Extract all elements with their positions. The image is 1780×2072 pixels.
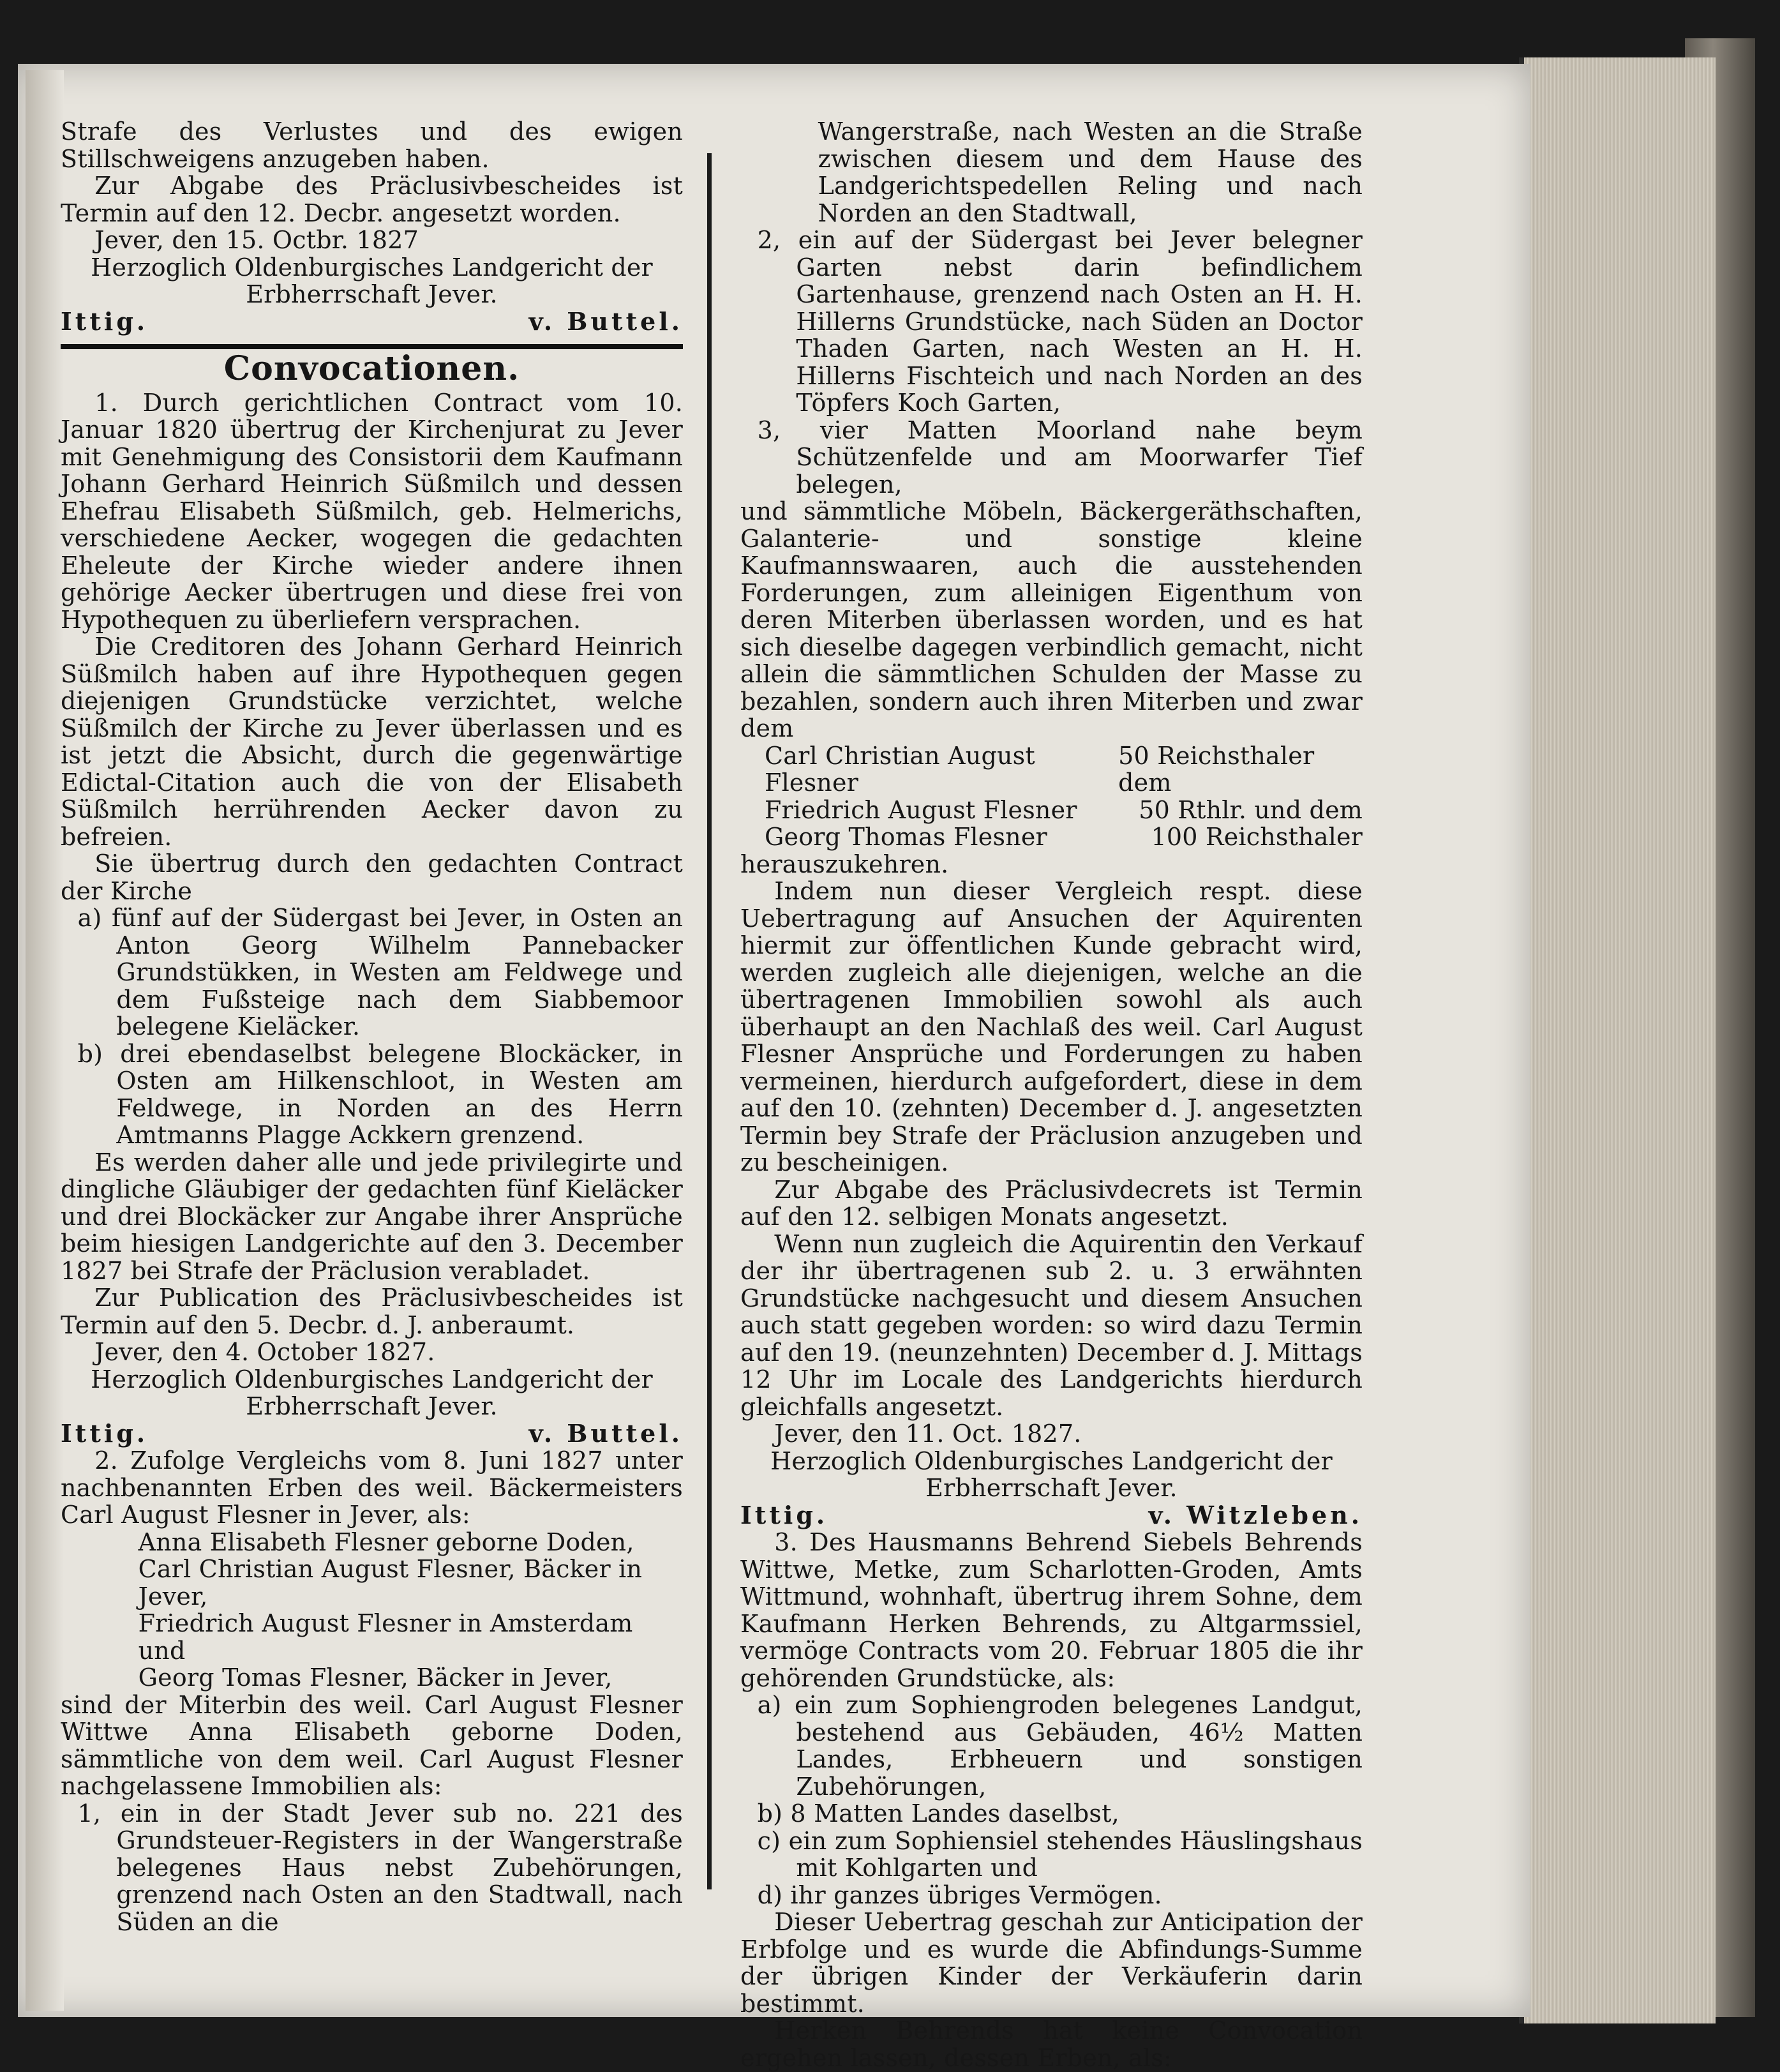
payee: Carl Christian August Flesner	[765, 741, 1035, 797]
signature-row	[61, 308, 683, 336]
paragraph: Wenn nun zugleich die Aquirentin den Verkauf der ihr übertragenen sub 2. u. 3 erwähnten Grundstücke nachgesucht und diesem Ansuchen auch statt gegeben worden: so wird dazu Termin auf den 19. (neunzehnten) December d. J. Mittags 12 Uhr im Locale des Landgerichts hierdurch gleichfalls angesetzt.	[740, 1229, 1363, 1421]
gutter-shadow	[26, 70, 64, 2011]
paragraph: Zur Publication des Präclusivbescheides ist Termin auf den 5. Decbr. d. J. anberaumt.	[61, 1284, 683, 1339]
paragraph: 2. Zufolge Vergleichs vom 8. Juni 1827 unter nachbenannten Erben des weil. Bäckermeisters Carl August Flesner in Jever, als:	[61, 1446, 683, 1529]
payment-row	[740, 742, 1363, 797]
payee: Friedrich August Flesner	[765, 795, 1077, 824]
column-divider	[707, 153, 712, 1889]
paragraph: sind der Miterbin des weil. Carl August Flesner Wittwe Anna Elisabeth geborne Doden, sämmtliche von dem weil. Carl August Flesner nachgelassene Immobilien als:	[61, 1690, 683, 1800]
heir-line: Anna Elisabeth Flesner geborne Doden,	[138, 1528, 634, 1556]
paragraph: herauszukehren.	[740, 850, 949, 878]
paragraph: 1. Durch gerichtlichen Contract vom 10. Januar 1820 übertrug der Kirchenjurat zu Jever mit Genehmigung des Consistorii dem Kaufmann Johann Gerhard Heinrich Süßmilch und dessen Ehefrau Elisabeth Süßmilch, geb. Helmerichs, verschiedene Aecker, wogegen die gedachten Eheleute der Kirche wieder andere ihnen gehörige Aecker übertrugen und diese frei von Hypothequen zu überliefern versprachen.	[61, 388, 683, 634]
list-item: 2, ein auf der Südergast bei Jever belegner Garten nebst darin befindlichem Gartenhause, grenzend nach Osten an H. H. Hillerns Grundstücke, nach Süden an Doctor Thaden Garten, nach Westen an H. H. Hillerns Fischteich und nach Norden an des Töpfers Koch Garten,	[757, 226, 1363, 417]
payment-row	[740, 797, 1363, 824]
signature: Ittig.	[61, 306, 149, 336]
date-line: Jever, den 4. October 1827.	[94, 1338, 435, 1366]
date-line: Jever, den 11. Oct. 1827.	[774, 1420, 1082, 1448]
paragraph: Es werden daher alle und jede privilegirte und dingliche Gläubiger der gedachten fünf Kieläcker und drei Blockäcker zur Angabe ihrer Ansprüche beim hiesigen Landgerichte auf den 3. December 1827 bei Strafe der Präclusion verabladet.	[61, 1148, 683, 1285]
court-line: Herzoglich Oldenburgisches Landgericht der Erbherrschaft Jever.	[91, 1365, 653, 1420]
signature: v. Witzleben.	[1148, 1500, 1363, 1529]
list-item: 3, vier Matten Moorland nahe beym Schützenfelde und am Moorwarfer Tief belegen,	[757, 416, 1363, 499]
signature: Ittig.	[740, 1500, 828, 1529]
amount: 50 Reichsthaler dem	[1118, 741, 1315, 797]
paragraph: Zur Abgabe des Präclusivdecrets ist Termin auf den 12. selbigen Monats angesetzt.	[740, 1175, 1363, 1231]
amount: 100 Reichsthaler	[1151, 823, 1363, 851]
heir-line: Carl Christian August Flesner, Bäcker in Jever,	[138, 1555, 643, 1610]
left-column	[61, 118, 683, 1935]
section-heading: Convocationen.	[223, 349, 520, 388]
paragraph: Sie übertrug durch den gedachten Contract der Kirche	[61, 850, 683, 905]
paragraph: 3. Des Hausmanns Behrend Siebels Behrends Wittwe, Metke, zum Scharlotten-Groden, Amts Wittmund, wohnhaft, übertrug ihrem Sohne, dem Kaufmann Herken Behrends, zu Altgarmssiel, vermöge Contracts vom 20. Februar 1805 die ihr gehörenden Grundstücke, als:	[740, 1528, 1363, 1692]
paragraph: Die Creditoren des Johann Gerhard Heinrich Süßmilch haben auf ihre Hypothequen gegen diejenigen Grundstücke verzichtet, welche Süßmilch der Kirche zu Jever überlassen und es ist jetzt die Absicht, durch die gegenwärtige Edictal-Citation auch die von der Elisabeth Süßmilch herrührenden Aecker davon zu befreien.	[61, 633, 683, 851]
paragraph: Dieser Uebertrag geschah zur Anticipation der Erbfolge und es wurde die Abfindungs-Summe der übrigen Kinder der Verkäuferin darin bestimmt.	[740, 1908, 1363, 2018]
list-item: d) ihr ganzes übriges Vermögen.	[757, 1881, 1162, 1909]
paragraph: Indem nun dieser Vergleich respt. diese Uebertragung auf Ansuchen der Aquirenten hiermit zur öffentlichen Kunde gebracht wird, werden zugleich alle diejenigen, welche an die übertragenen Immobilien sowohl als auch überhaupt an den Nachlaß des weil. Carl August Flesner Ansprüche und Forderungen zu haben vermeinen, hierdurch aufgefordert, diese in dem auf den 10. (zehnten) December d. J. angesetzten Termin bey Strafe der Präclusion anzugeben und zu bescheinigen.	[740, 877, 1363, 1176]
list-continuation: Wangerstraße, nach Westen an die Straße zwischen diesem und dem Hause des Landgerichtspedellen Reling und nach Norden an den Stadtwall,	[818, 117, 1363, 227]
signature: Ittig.	[61, 1418, 149, 1448]
paragraph: und sämmtliche Möbeln, Bäckergeräthschaften, Galanterie- und sonstige kleine Kaufmannswaaren, auch die ausstehenden Forderungen, zum alleinigen Eigenthum von deren Miterben überlassen worden, und es hat sich dieselbe dagegen verbindlich gemacht, nicht allein die sämmtlichen Schulden der Masse zu bezahlen, sondern auch ihren Miterben und zwar dem	[740, 497, 1363, 742]
text-line: Strafe des Verlustes und des ewigen Stillschweigens anzugeben haben.	[61, 117, 683, 173]
payment-row	[740, 823, 1363, 851]
signature: v. Buttel.	[528, 306, 683, 336]
section-rule	[61, 344, 683, 349]
heir-line: Friedrich August Flesner in Amsterdam und	[138, 1609, 633, 1665]
signature-row	[61, 1420, 683, 1448]
list-item: b) drei ebendaselbst belegene Blockäcker, in Osten am Hilkenschloot, in Westen am Feldwege, in Norden an des Herrn Amtmanns Plagge Ackkern grenzend.	[77, 1039, 683, 1149]
list-item: a) ein zum Sophiengroden belegenes Landgut, bestehend aus Gebäuden, 46½ Matten Landes, Erbheuern und sonstigen Zubehörungen,	[757, 1691, 1363, 1801]
list-item: 1, ein in der Stadt Jever sub no. 221 des Grundsteuer-Registers in der Wangerstraße belegenes Haus nebst Zubehörungen, grenzend nach Osten an den Stadtwall, nach Süden an die	[77, 1799, 683, 1936]
book-page-edges	[1519, 57, 1716, 2023]
court-line: Herzoglich Oldenburgisches Landgericht der Erbherrschaft Jever.	[770, 1446, 1333, 1502]
right-column	[740, 118, 1363, 2071]
paragraph: Herken Behrends hat keine Convocation ergehen lassen, dessen Erben, als:	[740, 2016, 1363, 2072]
paragraph: Zur Abgabe des Präclusivbescheides ist Termin auf den 12. Decbr. angesetzt worden.	[61, 172, 683, 227]
date-line: Jever, den 15. Octbr. 1827	[94, 226, 419, 254]
signature: v. Buttel.	[528, 1418, 683, 1448]
heir-line: Georg Tomas Flesner, Bäcker in Jever,	[138, 1663, 613, 1692]
payee: Georg Thomas Flesner	[765, 823, 1047, 851]
list-item: b) 8 Matten Landes daselbst,	[757, 1799, 1119, 1828]
signature-row	[740, 1502, 1363, 1529]
amount: 50 Rthlr. und dem	[1139, 795, 1363, 824]
list-item: c) ein zum Sophiensiel stehendes Häuslingshaus mit Kohlgarten und	[757, 1826, 1363, 1882]
court-line: Herzoglich Oldenburgisches Landgericht der Erbherrschaft Jever.	[91, 253, 653, 308]
list-item: a) fünf auf der Südergast bei Jever, in Osten an Anton Georg Wilhelm Pannebacker Grundstükken, in Westen am Feldwege und dem Fußsteige nach dem Siabbemoor belegene Kieläcker.	[77, 904, 683, 1040]
